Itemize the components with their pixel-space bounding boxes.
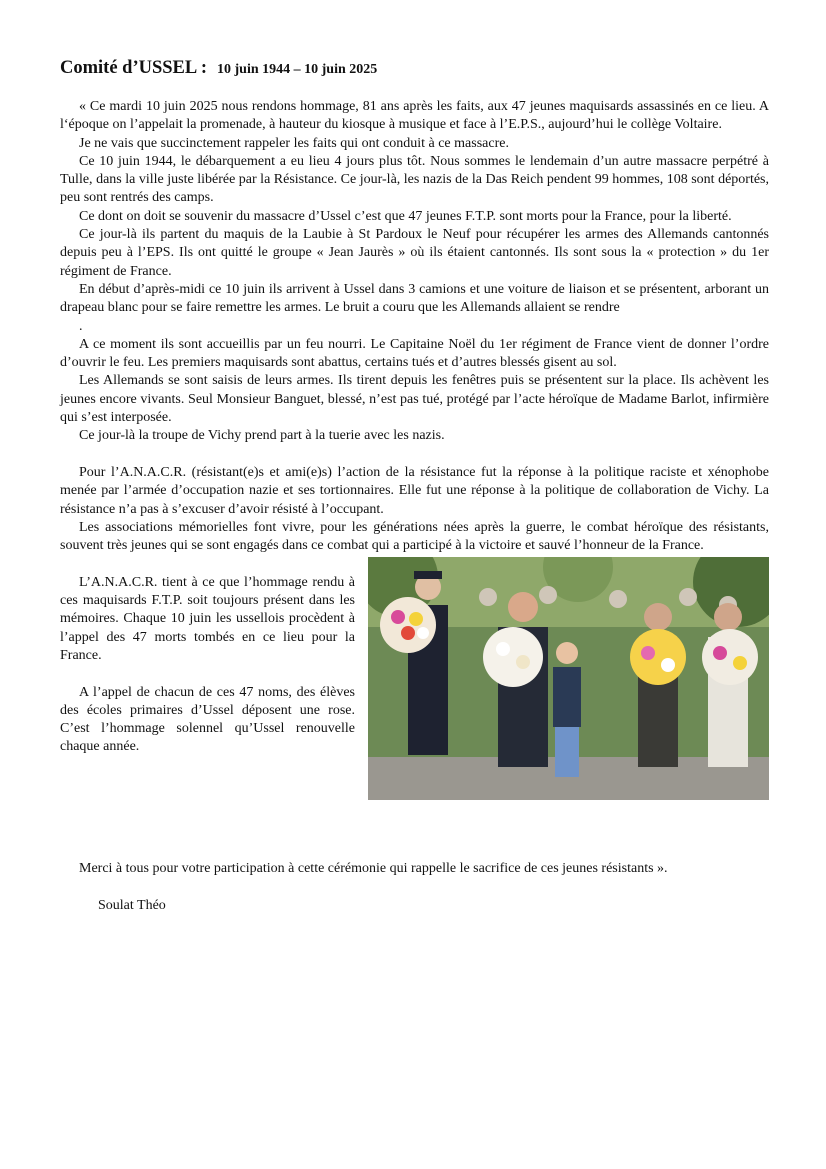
page-title — [60, 58, 377, 79]
ceremony-photo — [368, 557, 769, 800]
paragraph: Ce jour-là la troupe de Vichy prend part à la tuerie avec les nazis. — [79, 428, 445, 444]
spacer — [60, 446, 769, 464]
paragraph: Pour l’A.N.A.C.R. (résistant(e)s et ami(e)s) l’action de la résistance fut la réponse à la politique raciste et xénophobe menée par l’armée d’occupation nazie et ses tortionnaires. Elle fut une réponse à la politique de collaboration de Vichy. La résistance n’a pas à s’excuser d’avoir résisté à l’occupant. — [60, 464, 769, 517]
paragraph: Ce dont on doit se souvenir du massacre d’Ussel c’est que 47 jeunes F.T.P. sont morts pour la France, pour la liberté. — [79, 208, 732, 224]
paragraph: Ce 10 juin 1944, le débarquement a eu lieu 4 jours plus tôt. Nous sommes le lendemain d’un autre massacre perpétré à Tulle, dans la ville juste libérée par la Résistance. Ce jour-là, les nazis de la Das Reich pendent 99 hommes, 108 sont déportés, peu sont rentrés des camps. — [60, 153, 769, 206]
paragraph: L’A.N.A.C.R. tient à ce que l’hommage rendu à ces maquisards F.T.P. soit toujours présent dans les mémoires. Chaque 10 juin les ussellois procèdent à l’appel des 47 morts tombés en ce lieu pour la France. — [60, 574, 355, 663]
article-body — [60, 98, 769, 804]
paragraph: En début d’après-midi ce 10 juin ils arrivent à Ussel dans 3 camions et une voiture de liaison et se présentent, arborant un drapeau blanc pour se faire remettre les armes. Le bruit a couru que les Allemands allaient se rendre — [60, 281, 769, 316]
paragraph: Je ne vais que succinctement rappeler les faits qui ont conduit à ce massacre. — [79, 135, 509, 151]
closing-paragraph-block — [60, 860, 769, 878]
title-dates: 10 juin 1944 – 10 juin 2025 — [217, 62, 378, 77]
paragraph: « Ce mardi 10 juin 2025 nous rendons hommage, 81 ans après les faits, aux 47 jeunes maquisards assassinés en ce lieu. A l‘époque on l’appelait la promenade, à hauteur du kiosque à musique et face à l’E.P.S., aujourd’hui le collège Voltaire. — [60, 99, 769, 133]
paragraph: Ce jour-là ils partent du maquis de la Laubie à St Pardoux le Neuf pour récupérer les armes des Allemands cantonnés depuis peu à l’EPS. Ils ont quitté le groupe « Jean Jaurès » où ils étaient cantonnés. Ils sont sous la « protection » du 1er régiment de France. — [60, 227, 769, 279]
paragraph: Merci à tous pour votre participation à cette cérémonie qui rappelle le sacrifice de ces jeunes résistants ». — [79, 861, 668, 876]
ceremony-photo-illustration — [368, 557, 769, 800]
title-main: Comité d’USSEL : — [60, 58, 207, 78]
signature: Soulat Théo — [98, 898, 166, 913]
paragraph: A ce moment ils sont accueillis par un feu nourri. Le Capitaine Noël du 1er régiment de France vient de donner l’ordre d’ouvrir le feu. Les premiers maquisards sont abattus, certains tués et d’autres blessés gisent au sol. — [60, 336, 769, 371]
paragraph: Les associations mémorielles font vivre, pour les générations nées après la guerre, le combat héroïque des résistants, souvent très jeunes qui se sont engagés dans ce combat qui a participé à la victoire et sauvé l’honneur de la France. — [60, 519, 769, 554]
paragraph: A l’appel de chacun de ces 47 noms, des élèves des écoles primaires d’Ussel déposent une rose. C’est l’hommage solennel qu’Ussel renouvelle chaque année. — [60, 684, 355, 755]
paragraph: Les Allemands se sont saisis de leurs armes. Ils tirent depuis les fenêtres puis se présentent sur la place. Ils achèvent les jeunes encore vivants. Seul Monsieur Banguet, blessé, n’est pas tué, protégé par l’acte héroïque de Madame Barlot, infirmière qui s’est interposée. — [60, 373, 769, 426]
paragraph: . — [79, 318, 83, 334]
